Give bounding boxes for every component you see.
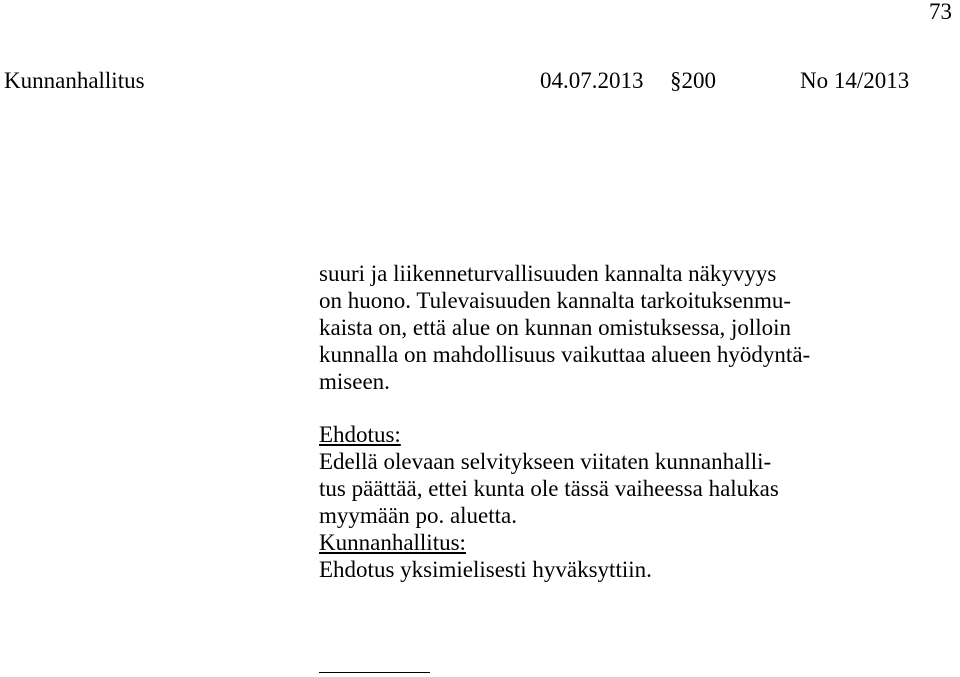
proposal-heading: Ehdotus: bbox=[319, 422, 401, 447]
paragraph-line: kunnalla on mahdollisuus vaikuttaa alueen hyödyntä- bbox=[319, 342, 811, 367]
proposal-line: tus päättää, ettei kunta ole tässä vaiheessa halukas bbox=[319, 476, 779, 501]
background-paragraph bbox=[319, 260, 939, 395]
page-number: 73 bbox=[929, 0, 952, 24]
paragraph-line: suuri ja liikenneturvallisuuden kannalta näkyvyys bbox=[319, 261, 777, 286]
document-body bbox=[319, 260, 939, 583]
decision-text: Ehdotus yksimielisesti hyväksyttiin. bbox=[319, 557, 652, 582]
header-section: §200 bbox=[670, 68, 716, 93]
header-minutes-number: No 14/2013 bbox=[800, 68, 910, 93]
document-header bbox=[4, 64, 934, 98]
paragraph-line: on huono. Tulevaisuuden kannalta tarkoituksenmu- bbox=[319, 288, 792, 313]
header-date: 04.07.2013 bbox=[540, 68, 644, 93]
proposal-paragraph bbox=[319, 448, 939, 529]
proposal-line: myymään po. aluetta. bbox=[319, 503, 517, 528]
proposal-line: Edellä olevaan selvitykseen viitaten kunnanhalli- bbox=[319, 449, 772, 474]
paragraph-line: kaista on, että alue on kunnan omistuksessa, jolloin bbox=[319, 315, 792, 340]
paragraph-line: miseen. bbox=[319, 369, 390, 394]
decision-heading: Kunnanhallitus: bbox=[319, 530, 466, 555]
paragraph-spacer bbox=[319, 395, 939, 421]
header-organization: Kunnanhallitus bbox=[4, 68, 145, 93]
end-divider bbox=[319, 672, 430, 673]
